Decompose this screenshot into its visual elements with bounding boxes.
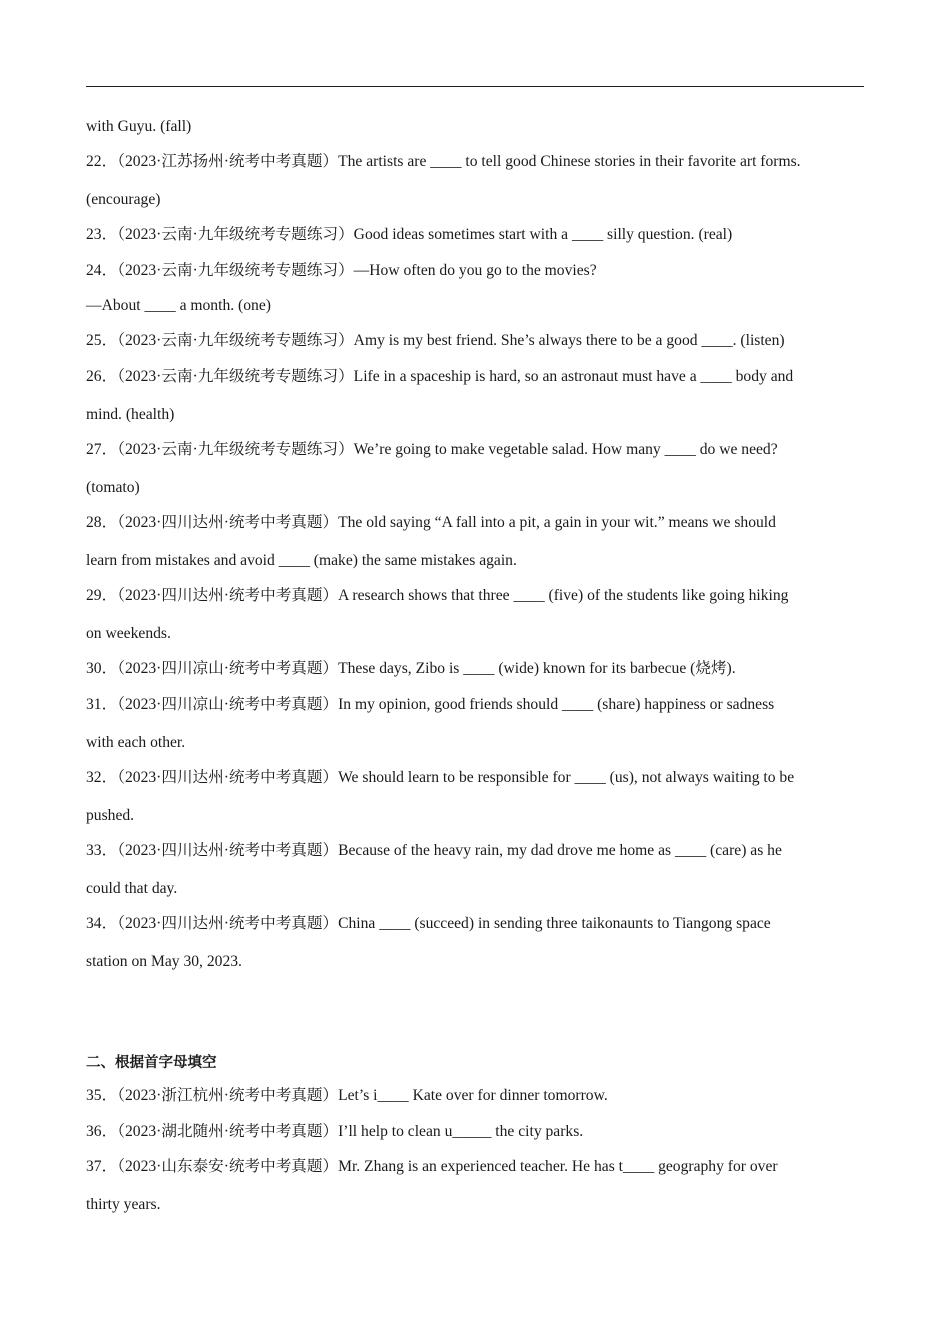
text-line: thirty years. [86, 1196, 161, 1213]
text-line: pushed. [86, 807, 135, 824]
text-line: learn from mistakes and avoid ____ (make) the same mistakes again. [86, 552, 517, 569]
question-31: 31．（2023·四川凉山·统考中考真题）In my opinion, good friends should ____ (share) happiness or sadness [86, 696, 775, 713]
header-rule [86, 86, 864, 87]
question-30: 30．（2023·四川凉山·统考中考真题）These days, Zibo is ____ (wide) known for its barbecue (烧烤). [86, 660, 736, 677]
text-line: with Guyu. (fall) [86, 118, 192, 135]
text-line: (encourage) [86, 191, 161, 208]
question-33: 33．（2023·四川达州·统考中考真题）Because of the heavy rain, my dad drove me home as ____ (care) as he [86, 842, 782, 859]
text-line: mind. (health) [86, 406, 175, 423]
question-29: 29．（2023·四川达州·统考中考真题）A research shows that three ____ (five) of the students like going hiking [86, 587, 789, 604]
question-22: 22．（2023·江苏扬州·统考中考真题）The artists are ____ to tell good Chinese stories in their favorite art forms. [86, 153, 801, 170]
question-25: 25．（2023·云南·九年级统考专题练习）Amy is my best friend. She’s always there to be a good ____. (listen) [86, 332, 785, 349]
question-32: 32．（2023·四川达州·统考中考真题）We should learn to be responsible for ____ (us), not always waiting to be [86, 769, 795, 786]
question-35: 35．（2023·浙江杭州·统考中考真题）Let’s i____ Kate over for dinner tomorrow. [86, 1087, 608, 1104]
question-26: 26．（2023·云南·九年级统考专题练习）Life in a spaceship is hard, so an astronaut must have a ____ body and [86, 368, 794, 385]
question-37: 37．（2023·山东泰安·统考中考真题）Mr. Zhang is an experienced teacher. He has t____ geography for over [86, 1158, 778, 1175]
question-28: 28．（2023·四川达州·统考中考真题）The old saying “A fall into a pit, a gain in your wit.” means we should [86, 514, 776, 531]
question-27: 27．（2023·云南·九年级统考专题练习）We’re going to make vegetable salad. How many ____ do we need? [86, 441, 778, 458]
text-line: with each other. [86, 734, 186, 751]
text-line: —About ____ a month. (one) [86, 297, 271, 314]
question-23: 23．（2023·云南·九年级统考专题练习）Good ideas sometimes start with a ____ silly question. (real) [86, 226, 733, 243]
question-24: 24．（2023·云南·九年级统考专题练习）—How often do you go to the movies? [86, 262, 597, 279]
section-heading: 二、根据首字母填空 [86, 1055, 217, 1071]
question-36: 36．（2023·湖北随州·统考中考真题）I’ll help to clean u_____ the city parks. [86, 1123, 584, 1140]
text-line: on weekends. [86, 625, 171, 642]
text-line: station on May 30, 2023. [86, 953, 242, 970]
text-line: could that day. [86, 880, 178, 897]
question-34: 34．（2023·四川达州·统考中考真题）China ____ (succeed) in sending three taikonaunts to Tiangong space [86, 915, 771, 932]
text-line: (tomato) [86, 479, 140, 496]
